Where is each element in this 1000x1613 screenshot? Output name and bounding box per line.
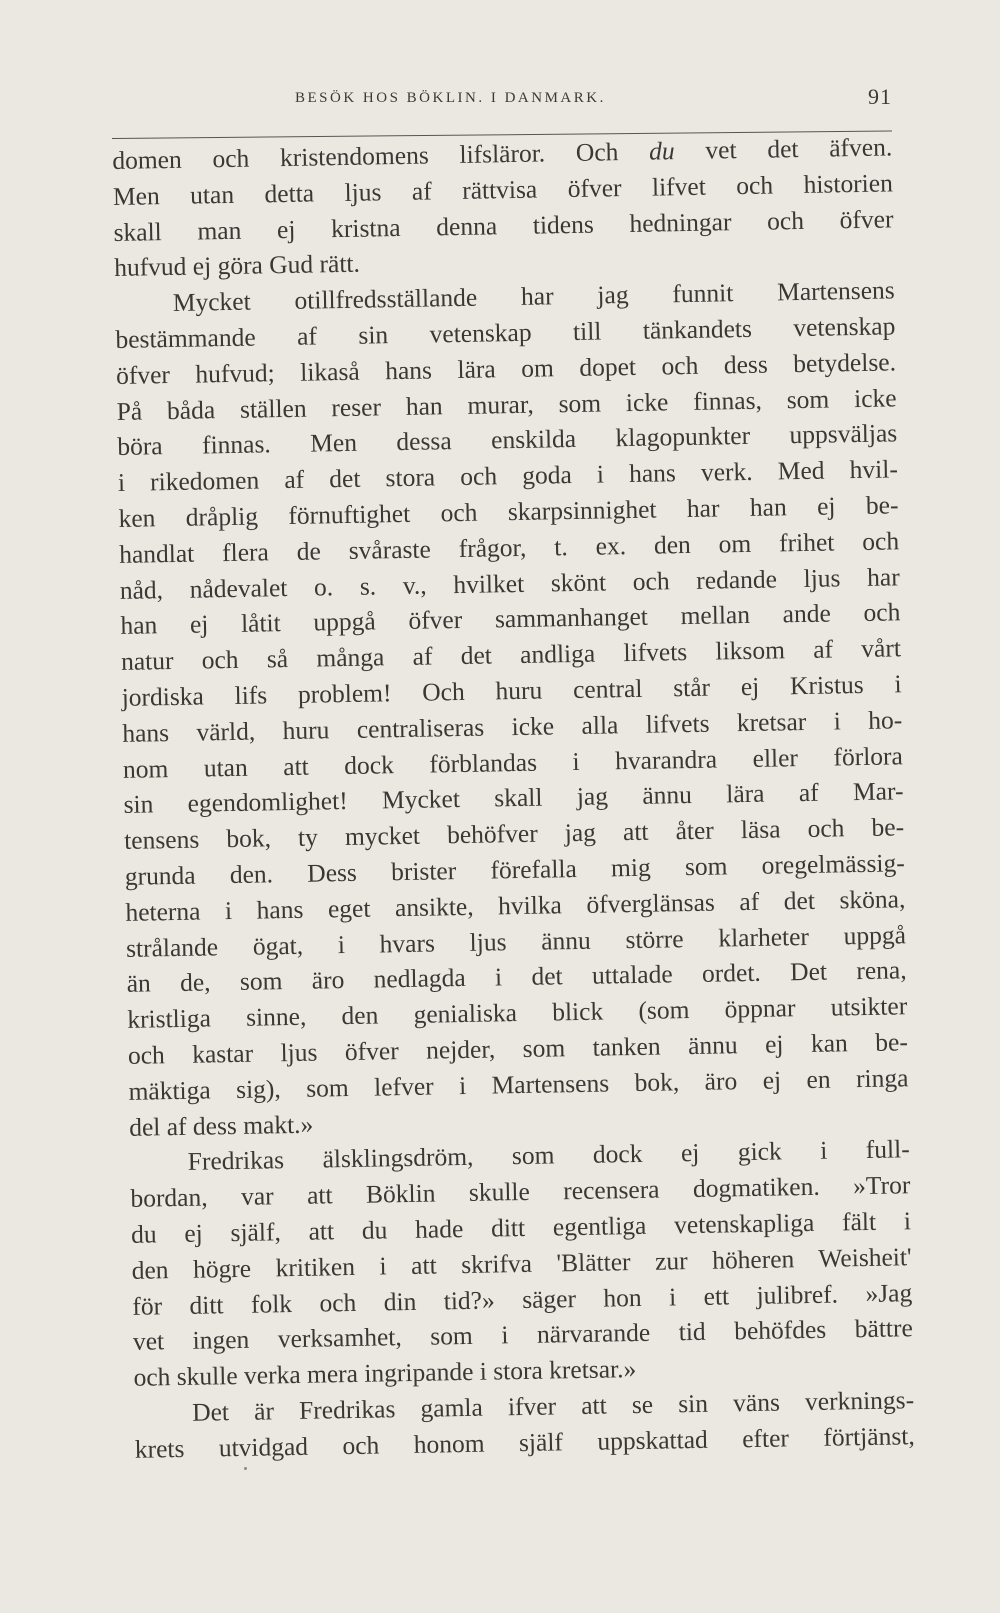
text-line: vet ingen verksamhet, som i närvarande tid behöfdes bättre: [132, 1313, 914, 1357]
text-line: nom utan att dock förblandas i hvarandra eller förlora: [122, 740, 904, 784]
body-text: [112, 129, 915, 1467]
text-line: tensens bok, ty mycket behöfver jag att åter läsa och be-: [123, 812, 905, 856]
text-line: mäktiga sig), som lefver i Martensens bok, äro ej en ringa: [128, 1062, 909, 1106]
text-line: Mycket otillfredsställande har jag funnit Martensens: [172, 275, 895, 318]
text-line: Det är Fredrikas gamla ifver att se sin väns verknings-: [191, 1385, 915, 1427]
text-line: natur och så många af det andliga lifvets liksom af vårt: [120, 633, 902, 677]
text-line: skall man ej kristna denna tidens hedningar och öfver: [113, 203, 894, 247]
text-line: handlat flera de svåraste frågor, t. ex. den om frihet och: [118, 526, 900, 569]
text-line: ken dråplig förnuftighet och skarpsinnighet har han ej be-: [118, 490, 899, 533]
page-header: [112, 84, 892, 116]
text-line: han ej låtit uppgå öfver sammanhanget mellan ande och: [120, 597, 901, 641]
text-line: strålande ögat, i hvars ljus ännu större klarheter uppgå: [125, 919, 907, 963]
text-line: heterna i hans eget ansikte, hvilka öfverglänsas af det sköna,: [125, 884, 906, 927]
text-line: än de, som äro nedlagda i det uttalade ordet. Det rena,: [126, 955, 907, 999]
text-line: kristliga sinne, den genialiska blick (som öppnar utsikter: [127, 991, 908, 1034]
text-line: hans värld, huru centraliseras icke alla lifvets kretsar i ho-: [122, 705, 903, 748]
text-line: för ditt folk och din tid?» säger hon i ett julibref. »Jag: [132, 1277, 913, 1321]
text-line: grunda den. Dess brister förefalla mig som oregelmässig-: [124, 848, 905, 891]
page-number: 91: [868, 84, 892, 109]
text-line: hufvud ej göra Gud rätt.: [113, 249, 361, 283]
text-line: domen och kristendomens lifsläror. Och du vet det äfven.: [112, 132, 893, 175]
text-line: krets utvidgad och honom själf uppskattad efter förtjänst,: [134, 1420, 915, 1464]
text-line: böra finnas. Men dessa enskilda klagopunkter uppsväljas: [117, 418, 898, 462]
text-line: Men utan detta ljus af rättvisa öfver lifvet och historien: [112, 168, 894, 211]
text-line: bordan, var att Böklin skulle recensera dogmatiken. »Tror: [130, 1170, 911, 1213]
text-line: På båda ställen reser han murar, som icke finnas, som icke: [116, 382, 897, 426]
text-line: sin egendomlighet! Mycket skall jag ännu lära af Mar-: [123, 776, 904, 820]
text-line: i rikedomen af det stora och goda i hans verk. Med hvil-: [117, 454, 899, 498]
text-line: del af dess makt.»: [128, 1109, 314, 1142]
text-line: öfver hufvud; likaså hans lära om dopet och dess betydelse.: [115, 347, 897, 390]
text-line: den högre kritiken i att skrifva 'Blätter zur höheren Weisheit': [131, 1241, 912, 1285]
text-line: och skulle verka mera ingripande i stora kretsar.»: [133, 1354, 637, 1392]
text-line: och kastar ljus öfver nejder, som tanken ännu ej kan be-: [127, 1027, 909, 1070]
text-line: bestämmande af sin vetenskap till tänkandets vetenskap: [115, 311, 896, 354]
text-line: nåd, nådevalet o. s. v., hvilket skönt och redande ljus har: [119, 561, 900, 605]
text-line: Fredrikas älsklingsdröm, som dock ej gick i full-: [187, 1134, 910, 1177]
running-head: BESÖK HOS BÖKLIN. I DANMARK.: [295, 90, 606, 106]
text-line: jordiska lifs problem! Och huru central står ej Kristus i: [121, 669, 902, 712]
paper-speck: [244, 1467, 247, 1470]
text-line: du ej själf, att du hade ditt egentliga vetenskapliga fält i: [130, 1206, 912, 1249]
